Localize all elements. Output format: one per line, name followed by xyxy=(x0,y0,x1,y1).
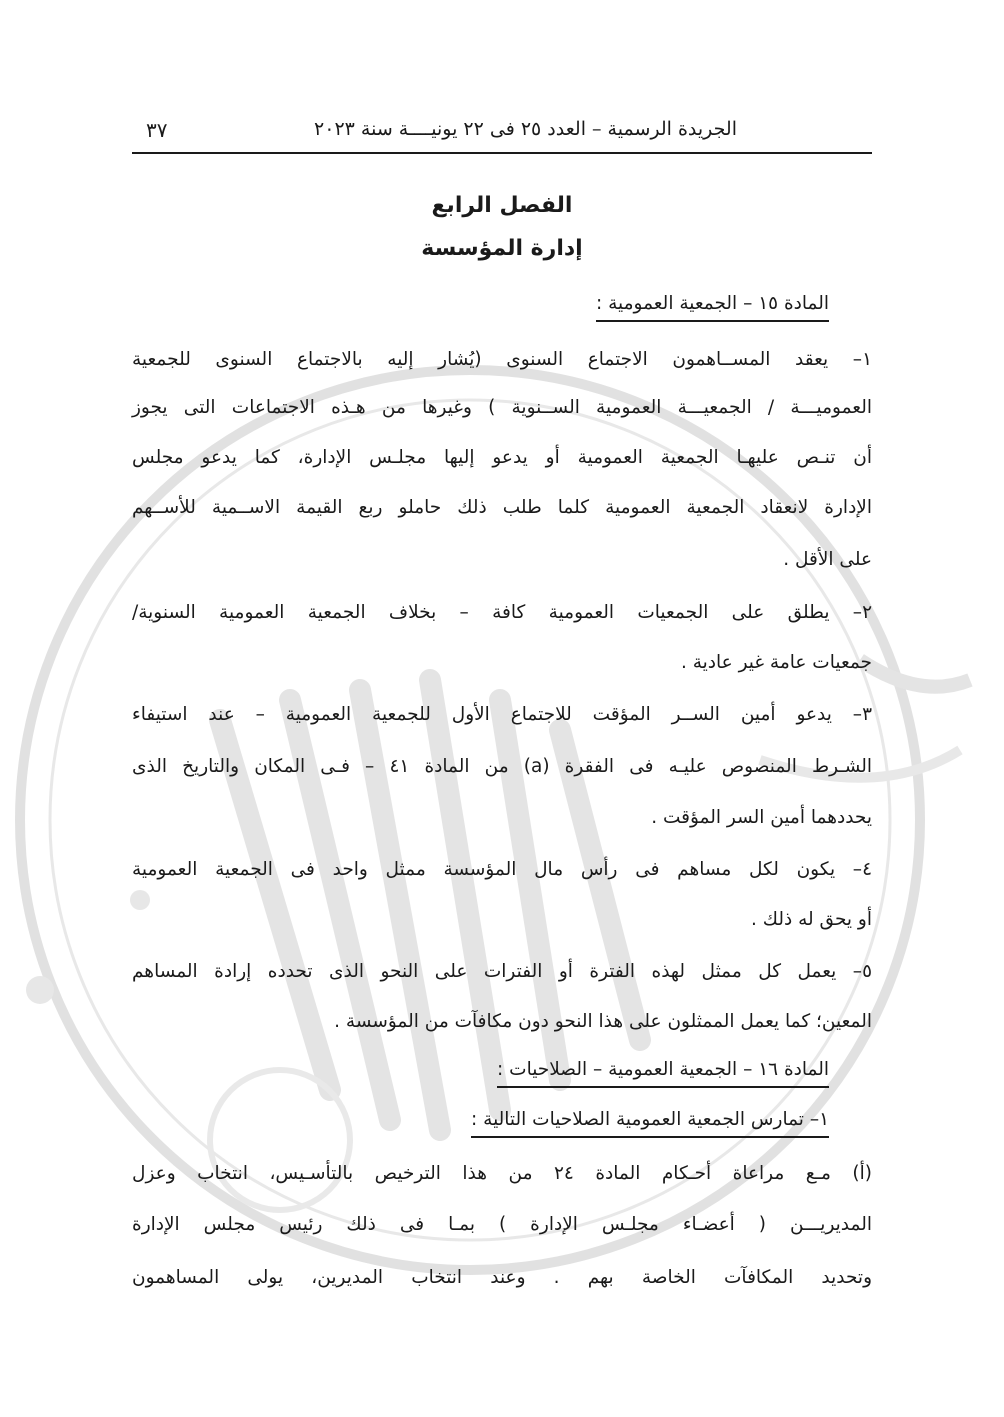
paragraph-line: (أ) مـع مراعاة أحـكام المادة ٢٤ من هذا الترخيص بالتأسـيس، انتخاب وعزل xyxy=(132,1163,872,1184)
paragraph-line: وتحديد المكافآت الخاصة بهم . وعند انتخاب المديرين، يولى المساهمون xyxy=(132,1267,872,1288)
chapter-subtitle: إدارة المؤسسة xyxy=(421,236,583,261)
paragraph-line: جمعيات عامة غير عادية . xyxy=(680,652,872,673)
paragraph-line: أو يحق له ذلك . xyxy=(750,909,872,930)
paragraph-line: ١– يعقد المســاهمون الاجتماع السنوى (يُشار إليه بالاجتماع السنوى للجمعية xyxy=(132,349,872,370)
article-15-heading: المادة ١٥ – الجمعية العمومية : xyxy=(596,294,829,322)
paragraph-line: ٣– يدعو أمين الســر المؤقت للاجتماع الأول للجمعية العمومية – عند استيفاء xyxy=(132,704,872,725)
gazette-title: الجريدة الرسمية – العدد ٢٥ فى ٢٢ يونيــــة سنة ٢٠٢٣ xyxy=(314,118,737,140)
article-16-subheading: ١– تمارس الجمعية العمومية الصلاحيات التالية : xyxy=(471,1110,829,1138)
chapter-title: الفصل الرابع xyxy=(431,193,573,218)
paragraph-line: المعين؛ كما يعمل الممثلون على هذا النحو دون مكافآت من المؤسسة . xyxy=(334,1011,872,1032)
paragraph-line: على الأقل . xyxy=(783,549,872,570)
page-number: ٣٧ xyxy=(146,118,168,142)
article-16 xyxy=(132,0,872,1417)
paragraph-line: العموميـــة / الجمعيـــة العمومية الســنوية ) وغيرها من هـذه الاجتماعات التى يجوز xyxy=(132,397,872,418)
paragraph-line: يحددهما أمين السر المؤقت . xyxy=(651,807,872,828)
paragraph-line: ٤– يكون لكل مساهم فى رأس مال المؤسسة ممثل واحد فى الجمعية العمومية xyxy=(132,859,872,880)
paragraph-line: الإدارة لانعقاد الجمعية العمومية كلما طلب ذلك حاملو ربع القيمة الاســمية للأســهم xyxy=(132,497,872,518)
paragraph-line: الشـرط المنصوص عليـه فى الفقرة (a) من المادة ٤١ – فـى المكان والتاريخ الذى xyxy=(132,756,872,777)
paragraph-line: أن تنـص عليهـا الجمعية العمومية أو يدعو إليها مجلـس الإدارة، كما يدعو مجلس xyxy=(132,447,872,468)
article-16-heading: المادة ١٦ – الجمعية العمومية – الصلاحيات : xyxy=(497,1060,829,1088)
paragraph-line: ٢– يطلق على الجمعيات العمومية كافة – بخلاف الجمعية العمومية السنوية/ xyxy=(132,602,872,623)
paragraph-line: المديريـــن ( أعضـاء مجلـس الإدارة ) بمـا فى ذلك رئيس مجلس الإدارة xyxy=(132,1214,872,1235)
paragraph-line: ٥– يعمل كل ممثل لهذه الفترة أو الفترات على النحو الذى تحدده إرادة المساهم xyxy=(132,961,872,982)
